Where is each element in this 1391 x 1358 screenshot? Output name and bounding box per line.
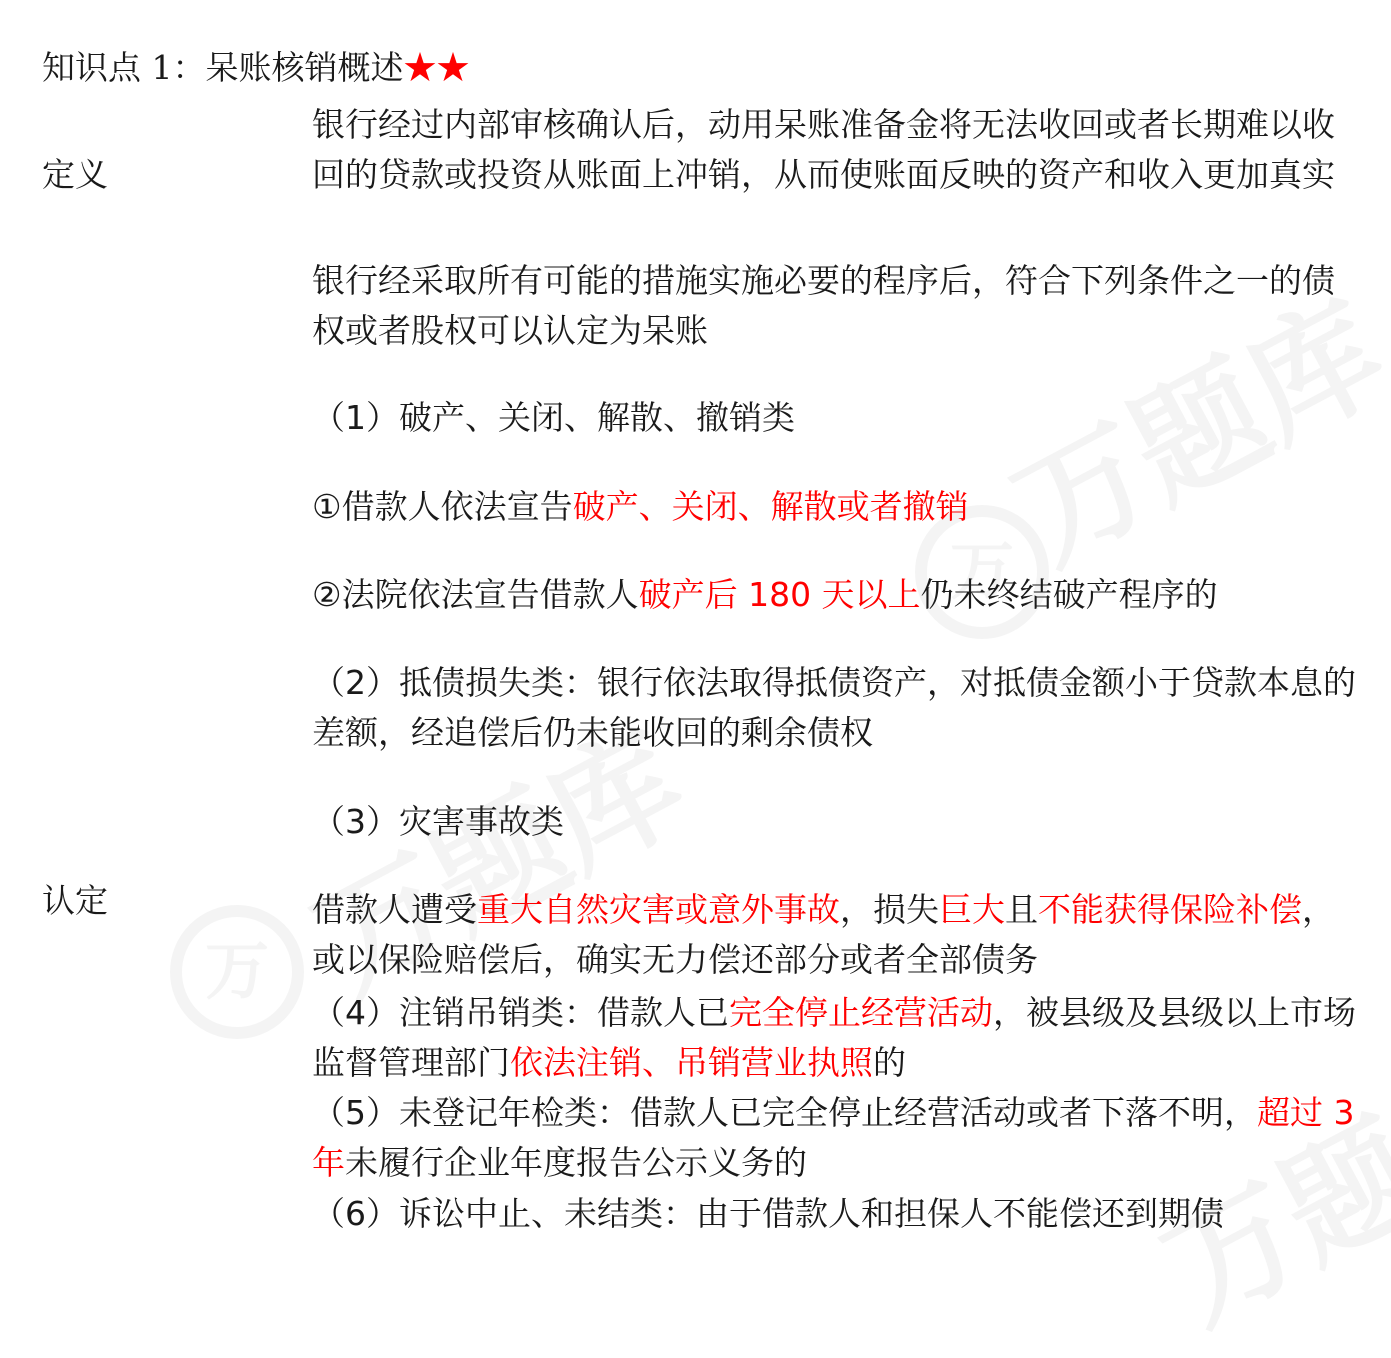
category-4-highlight: 依法注销、吊销营业执照 (510, 1043, 873, 1082)
category-5 (312, 1088, 1358, 1188)
category-1 (312, 393, 1358, 443)
category-4-highlight: 完全停止经营活动 (729, 993, 993, 1032)
item-3-text: 且 (1005, 890, 1038, 929)
category-4 (312, 988, 1358, 1088)
item-3-text: ，损失 (840, 890, 939, 929)
item-3-text: ，或以保险赔偿后，确实无力偿还部分或者全部债务 (312, 890, 1335, 979)
category-5-text: 未履行企业年度报告公示义务的 (345, 1143, 807, 1182)
recognition-intro (312, 256, 1358, 356)
category-3-item (312, 885, 1358, 985)
category-6 (312, 1189, 1358, 1239)
category-4-text: 的 (873, 1043, 906, 1082)
item-2-text-end: 仍未终结破产程序的 (920, 575, 1218, 614)
category-5-text: （5）未登记年检类：借款人已完全停止经营活动或者下落不明， (312, 1093, 1257, 1132)
definition-label: 定义 (42, 155, 108, 194)
definition-content (312, 100, 1358, 200)
category-1-text: （1）破产、关闭、解散、撤销类 (312, 398, 795, 437)
item-2-text: ②法院依法宣告借款人 (312, 575, 639, 614)
item-3-highlight: 巨大 (939, 890, 1005, 929)
category-1-item-1 (312, 482, 1358, 532)
importance-stars: ★★ (403, 48, 470, 87)
category-6-text: （6）诉讼中止、未结类：由于借款人和担保人不能偿还到期债 (312, 1194, 1224, 1233)
item-1-text: ①借款人依法宣告 (312, 487, 573, 526)
item-3-text: 借款人遭受 (312, 890, 477, 929)
item-1-highlight: 破产、关闭、解散或者撤销 (572, 487, 969, 526)
category-2 (312, 658, 1358, 758)
category-2-text: （2）抵债损失类：银行依法取得抵债资产，对抵债金额小于贷款本息的差额，经追偿后仍未能收回的剩余债权 (312, 663, 1356, 752)
category-1-item-2 (312, 570, 1358, 620)
item-3-highlight: 重大自然灾害或意外事故 (477, 890, 840, 929)
item-3-highlight: 不能获得保险补偿 (1038, 890, 1302, 929)
category-4-text: （4）注销吊销类：借款人已 (312, 993, 729, 1032)
category-3 (312, 797, 1358, 847)
category-5-highlight: 超过 3 年 (312, 1093, 1355, 1182)
watermark-badge (170, 905, 304, 1039)
recognition-intro-text: 银行经采取所有可能的措施实施必要的程序后，符合下列条件之一的债权或者股权可以认定为呆账 (312, 261, 1335, 350)
definition-text: 银行经过内部审核确认后，动用呆账准备金将无法收回或者长期难以收回的贷款或投资从账面上冲销，从而使账面反映的资产和收入更加真实 (312, 105, 1335, 194)
title-text: 知识点 1：呆账核销概述 (42, 48, 404, 87)
item-2-highlight: 破产后 180 天以上 (638, 575, 921, 614)
recognition-label: 认定 (42, 881, 108, 920)
category-4-text: ，被县级及县级以上市场监督管理部门 (312, 993, 1356, 1082)
section-title (42, 42, 470, 94)
category-3-text: （3）灾害事故类 (312, 802, 564, 841)
